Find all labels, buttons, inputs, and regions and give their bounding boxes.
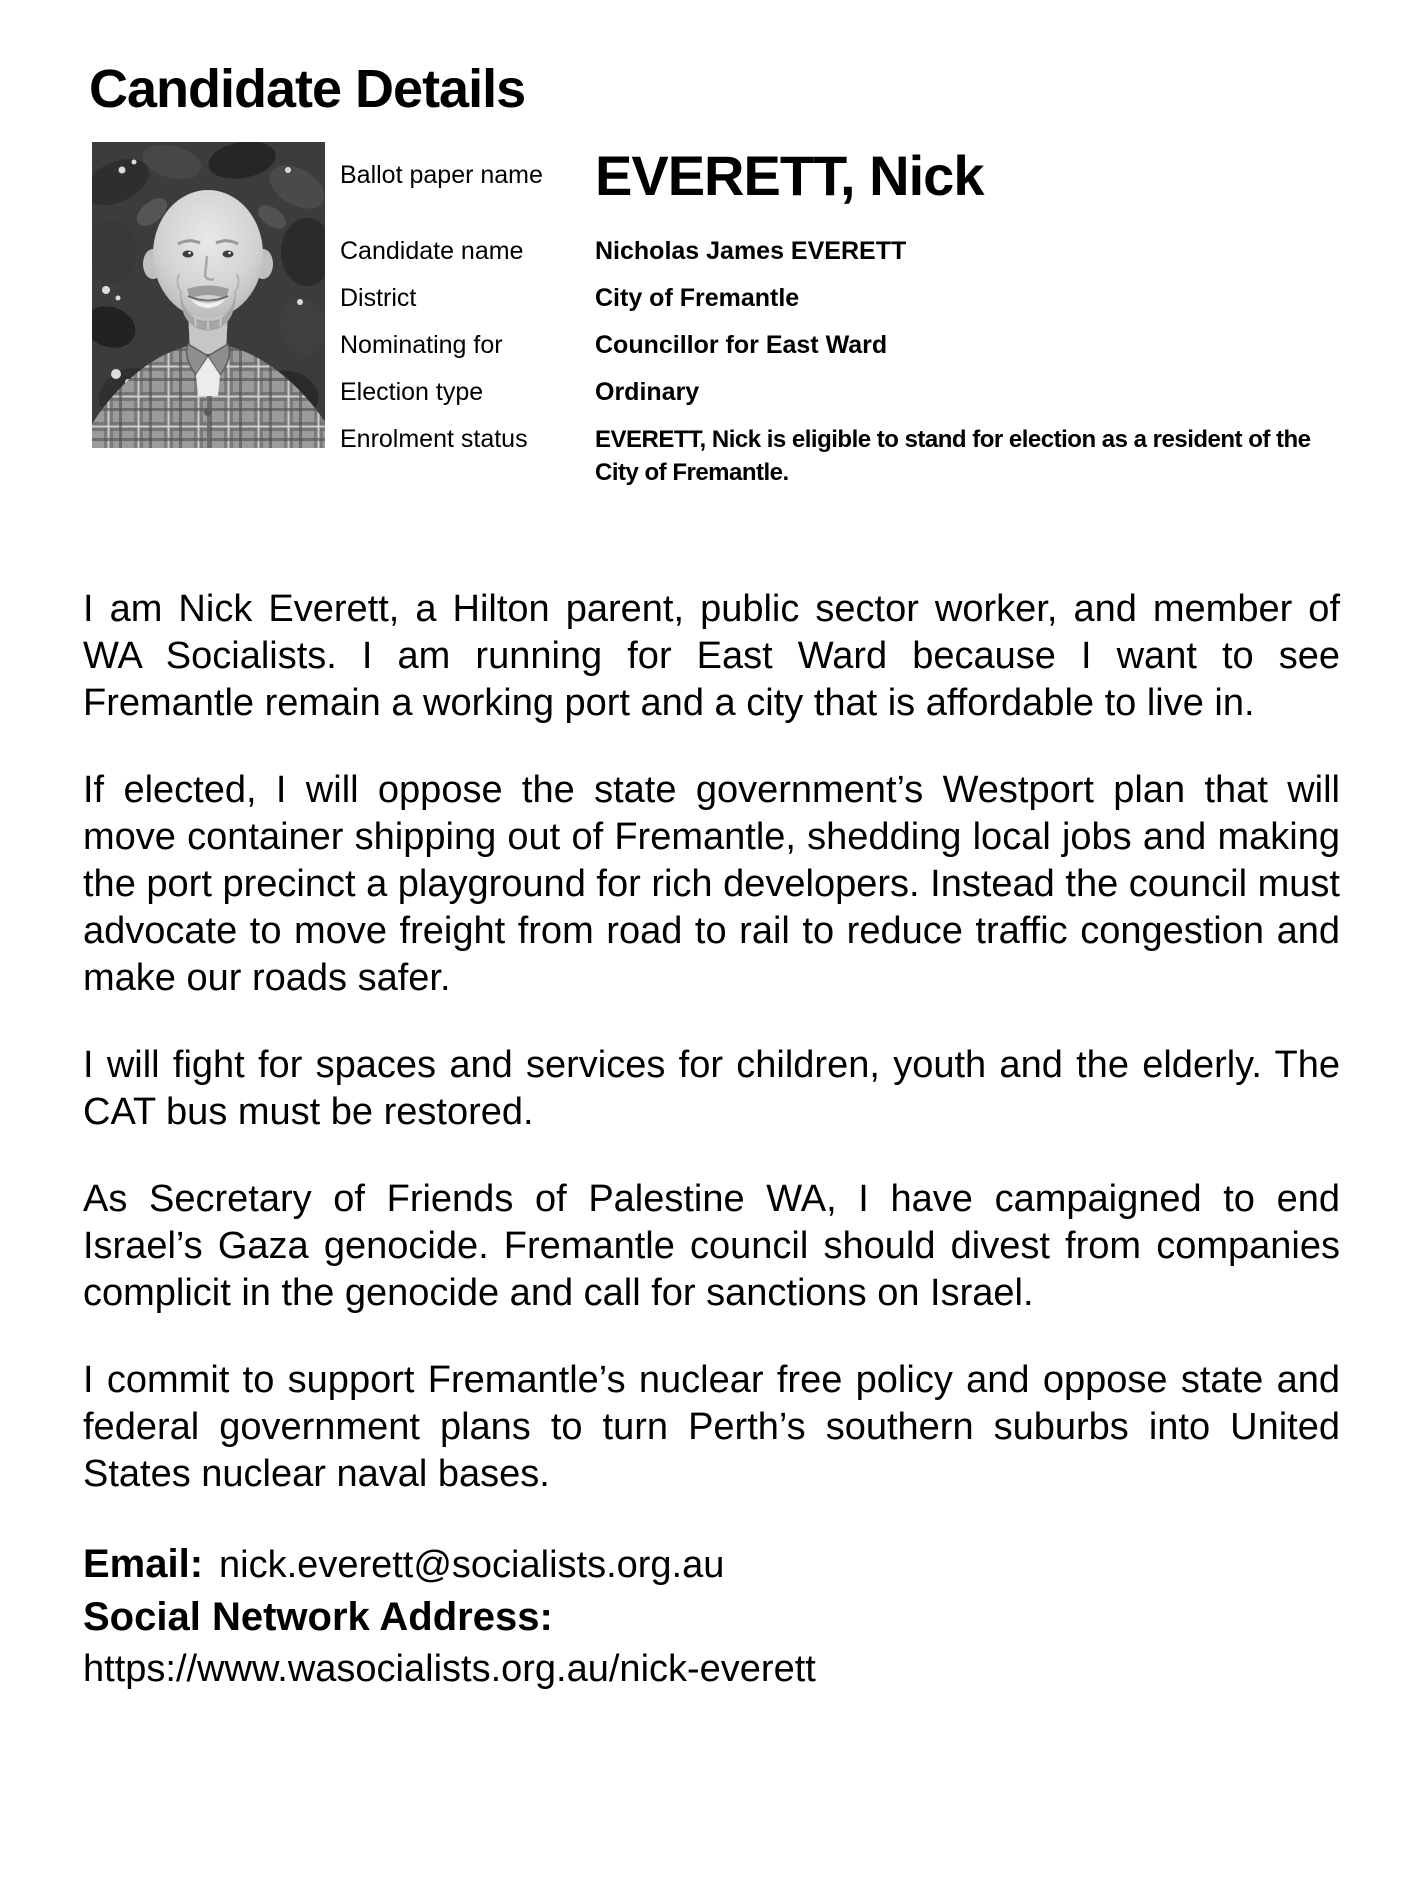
email-value: nick.everett@socialists.org.au xyxy=(219,1544,725,1586)
field-row-nominating-for xyxy=(340,329,1340,362)
email-line xyxy=(83,1538,1340,1591)
field-label-candidate-name: Candidate name xyxy=(340,237,524,265)
candidate-photo-illustration xyxy=(92,142,325,448)
statement-paragraph-5: I commit to support Fremantle’s nuclear free policy and oppose state and federal government plans to turn Perth’s southern suburbs into United States nuclear naval bases. xyxy=(83,1359,1340,1495)
nominating-for-value: Councillor for East Ward xyxy=(595,331,888,359)
field-row-election-type xyxy=(340,376,1340,409)
candidate-fields xyxy=(340,142,1340,503)
statement-paragraph-3: I will fight for spaces and services for children, youth and the elderly. The CAT bus must be restored. xyxy=(83,1044,1340,1133)
field-row-candidate-name xyxy=(340,235,1340,268)
statement-paragraph-2: If elected, I will oppose the state government’s Westport plan that will move container shipping out of Fremantle, shedding local jobs and making the port precinct a playground for rich developers. Instead the council must advocate to move freight from road to rail to reduce traffic congestion and make our roads safer. xyxy=(83,769,1340,999)
social-network-label: Social Network Address: xyxy=(83,1595,553,1639)
statement-paragraph-1: I am Nick Everett, a Hilton parent, public sector worker, and member of WA Socialists. I am running for East Ward because I want to see Fremantle remain a working port and a city that is affordable to live in. xyxy=(83,588,1340,724)
field-label-nominating-for: Nominating for xyxy=(340,331,503,359)
field-label-district: District xyxy=(340,284,417,312)
candidate-statement xyxy=(83,586,1340,1498)
candidate-photo xyxy=(92,142,325,448)
page-title: Candidate Details xyxy=(89,59,526,119)
email-label: Email: xyxy=(83,1542,204,1586)
ballot-paper-name-value: EVERETT, Nick xyxy=(595,144,984,207)
candidate-name-value: Nicholas James EVERETT xyxy=(595,237,907,265)
contact-section xyxy=(83,1538,1340,1695)
enrolment-status-value: EVERETT, Nick is eligible to stand for election as a resident of the City of Fremantle. xyxy=(595,426,1311,486)
district-value: City of Fremantle xyxy=(595,284,800,312)
social-network-url: https://www.wasocialists.org.au/nick-everett xyxy=(83,1648,816,1690)
field-row-district xyxy=(340,282,1340,315)
field-label-enrolment-status: Enrolment status xyxy=(340,425,528,453)
election-type-value: Ordinary xyxy=(595,378,700,406)
candidate-profile-section xyxy=(83,142,1340,503)
field-row-enrolment-status xyxy=(340,423,1340,489)
statement-paragraph-4: As Secretary of Friends of Palestine WA, I have campaigned to end Israel’s Gaza genocide. Fremantle council should divest from companies complicit in the genocide and call for sanctions on Israel. xyxy=(83,1178,1340,1314)
field-row-ballot-paper-name xyxy=(340,142,1340,209)
field-label-election-type: Election type xyxy=(340,378,484,406)
field-label-ballot-paper-name: Ballot paper name xyxy=(340,161,543,189)
